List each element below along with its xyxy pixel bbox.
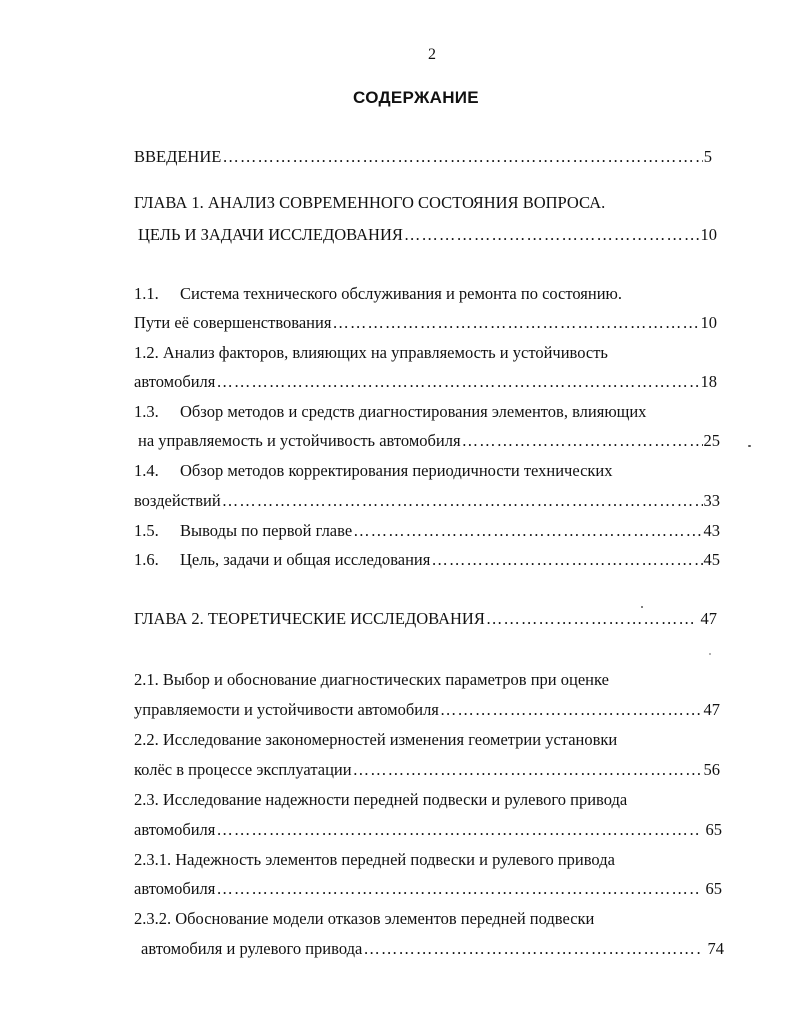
section-number: 1.3. bbox=[134, 402, 159, 421]
toc-entry-section-1-6[interactable] bbox=[134, 550, 720, 570]
toc-label: автомобиля и рулевого привода bbox=[141, 939, 363, 958]
section-number: 1.4. bbox=[134, 461, 159, 480]
toc-entry-section-2-1[interactable] bbox=[134, 700, 720, 720]
toc-label: ВВЕДЕНИЕ bbox=[134, 147, 222, 166]
toc-label: Пути её совершенствования bbox=[134, 313, 332, 332]
toc-page-ref: 18 bbox=[700, 372, 717, 391]
toc-entry-section-1-3[interactable] bbox=[138, 431, 720, 451]
leader-dots bbox=[353, 521, 702, 541]
section-text: Система технического обслуживания и ремонта по состоянию. bbox=[180, 284, 623, 303]
toc-page-ref: 45 bbox=[703, 550, 720, 569]
section-text: Цель, задачи и общая исследования bbox=[180, 550, 431, 569]
page-title: СОДЕРЖАНИЕ bbox=[353, 88, 479, 107]
section-text: Обзор методов корректирования периодичности технических bbox=[180, 461, 613, 480]
toc-page-ref: 74 bbox=[707, 939, 724, 958]
toc-section-2-1-line1: 2.1. Выбор и обоснование диагностических параметров при оценке bbox=[134, 670, 609, 689]
toc-section-2-3-line1: 2.3. Исследование надежности передней подвески и рулевого привода bbox=[134, 790, 628, 809]
scan-speck bbox=[709, 653, 711, 655]
toc-page-ref: 65 bbox=[705, 820, 722, 839]
toc-label bbox=[134, 521, 352, 541]
toc-label bbox=[134, 550, 430, 570]
toc-page-ref: 56 bbox=[703, 760, 720, 779]
toc-section-1-2-line1: 1.2. Анализ факторов, влияющих на управляемость и устойчивость bbox=[134, 343, 608, 362]
toc-section-2-2-line1: 2.2. Исследование закономерностей изменения геометрии установки bbox=[134, 730, 618, 749]
leader-dots bbox=[216, 820, 699, 840]
toc-entry-section-2-3-1[interactable] bbox=[134, 879, 722, 899]
toc-entry-chapter1[interactable] bbox=[138, 225, 717, 245]
toc-label: колёс в процессе эксплуатации bbox=[134, 760, 352, 779]
section-text: Обзор методов и средств диагностирования элементов, влияющих bbox=[180, 402, 647, 421]
toc-label: воздействий bbox=[134, 491, 221, 510]
scan-speck bbox=[641, 606, 643, 608]
toc-label: автомобиля bbox=[134, 879, 216, 898]
page-number: 2 bbox=[428, 46, 436, 63]
leader-dots bbox=[222, 147, 702, 167]
toc-entry-section-2-3-2[interactable] bbox=[141, 939, 724, 959]
leader-dots bbox=[216, 372, 699, 392]
toc-page-ref: 10 bbox=[700, 225, 717, 244]
leader-dots bbox=[363, 939, 701, 959]
toc-page-ref: 10 bbox=[700, 313, 717, 332]
scan-speck bbox=[748, 445, 751, 447]
toc-entry-section-2-2[interactable] bbox=[134, 760, 720, 780]
toc-page-ref: 5 bbox=[703, 147, 712, 166]
toc-page-ref: 43 bbox=[703, 521, 720, 540]
toc-label: ЦЕЛЬ И ЗАДАЧИ ИССЛЕДОВАНИЯ bbox=[138, 225, 403, 244]
toc-label: на управляемость и устойчивость автомобиля bbox=[138, 431, 461, 450]
toc-section-2-3-1-line1: 2.3.1. Надежность элементов передней подвески и рулевого привода bbox=[134, 850, 615, 869]
leader-dots bbox=[486, 609, 693, 629]
toc-label: управляемости и устойчивости автомобиля bbox=[134, 700, 439, 719]
toc-entry-section-1-1[interactable] bbox=[134, 313, 717, 333]
toc-label: автомобиля bbox=[134, 372, 216, 391]
leader-dots bbox=[216, 879, 699, 899]
leader-dots bbox=[462, 431, 703, 451]
toc-entry-intro[interactable] bbox=[134, 147, 712, 167]
leader-dots bbox=[404, 225, 700, 245]
toc-chapter1-line1: ГЛАВА 1. АНАЛИЗ СОВРЕМЕННОГО СОСТОЯНИЯ ВОПРОСА. bbox=[134, 193, 606, 212]
toc-entry-section-1-2[interactable] bbox=[134, 372, 717, 392]
section-number: 1.6. bbox=[134, 550, 159, 569]
toc-entry-chapter2[interactable] bbox=[134, 609, 717, 629]
toc-entry-section-1-4[interactable] bbox=[134, 491, 720, 511]
leader-dots bbox=[431, 550, 702, 570]
toc-section-1-1-line1 bbox=[134, 284, 622, 304]
toc-section-2-3-2-line1: 2.3.2. Обоснование модели отказов элементов передней подвески bbox=[134, 909, 595, 928]
toc-page-ref: 33 bbox=[703, 491, 720, 510]
toc-section-1-3-line1 bbox=[134, 402, 646, 422]
leader-dots bbox=[353, 760, 703, 780]
toc-label: ГЛАВА 2. ТЕОРЕТИЧЕСКИЕ ИССЛЕДОВАНИЯ bbox=[134, 609, 485, 628]
toc-entry-section-2-3[interactable] bbox=[134, 820, 722, 840]
section-number: 1.1. bbox=[134, 284, 159, 303]
leader-dots bbox=[332, 313, 699, 333]
toc-page-ref: 47 bbox=[703, 700, 720, 719]
leader-dots bbox=[440, 700, 703, 720]
toc-label: автомобиля bbox=[134, 820, 216, 839]
toc-page-ref: 65 bbox=[705, 879, 722, 898]
section-text: Выводы по первой главе bbox=[180, 521, 353, 540]
section-number: 1.5. bbox=[134, 521, 159, 540]
toc-section-1-4-line1 bbox=[134, 461, 613, 481]
toc-page-ref: 47 bbox=[700, 609, 717, 628]
leader-dots bbox=[222, 491, 703, 511]
toc-entry-section-1-5[interactable] bbox=[134, 521, 720, 541]
toc-page-ref: 25 bbox=[703, 431, 720, 450]
